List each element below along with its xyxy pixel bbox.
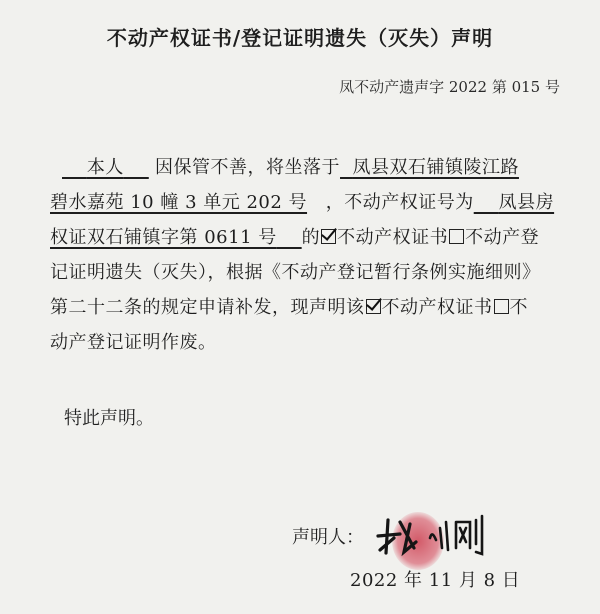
cert-number-field-2: 权证双石铺镇字第 0611 号 bbox=[50, 227, 277, 248]
body-text-4: 第二十二条的规定申请补发，现声明该 bbox=[50, 297, 365, 318]
checkbox-cert2-checked[interactable] bbox=[366, 299, 381, 314]
option-cert2-label: 不动产权证书 bbox=[381, 297, 493, 318]
closing-statement: 特此声明。 bbox=[64, 408, 154, 429]
declaration-date: 2022 年 11 月 8 日 bbox=[350, 570, 521, 591]
option-reg2-label-a: 不 bbox=[509, 297, 528, 318]
cert-number-field-1: 凤县房 bbox=[498, 192, 555, 213]
document-title: 不动产权证书/登记证明遗失（灭失）声明 bbox=[106, 26, 494, 50]
declarant-signature-label: 声明人： bbox=[292, 527, 364, 548]
option-cert-label: 不动产权证书 bbox=[337, 227, 449, 248]
declaration-body bbox=[50, 150, 580, 360]
option-reg2-label-b: 动产登记证明作废。 bbox=[50, 332, 217, 353]
body-text-2: ，不动产权证号为 bbox=[325, 192, 474, 213]
option-reg-label-b: 记证明遗失（灭失），根据《不动产登记暂行条例实施细则》 bbox=[50, 262, 541, 283]
handwritten-signature bbox=[370, 508, 490, 558]
option-reg-label-a: 不动产登 bbox=[465, 227, 540, 248]
declarant-field: 本人 bbox=[86, 157, 124, 178]
body-text-1: 因保管不善，将坐落于 bbox=[155, 157, 341, 178]
body-text-3: 的 bbox=[301, 227, 321, 248]
location-field-1: 凤县双石铺镇陵江路 bbox=[352, 157, 519, 178]
reference-number: 凤不动产遗声字 2022 第 015 号 bbox=[339, 78, 560, 96]
location-field-2: 碧水嘉苑 10 幢 3 单元 202 号 bbox=[50, 192, 308, 213]
checkbox-reg2[interactable] bbox=[494, 299, 509, 314]
checkbox-reg[interactable] bbox=[449, 229, 464, 244]
checkbox-cert-checked[interactable] bbox=[321, 229, 336, 244]
